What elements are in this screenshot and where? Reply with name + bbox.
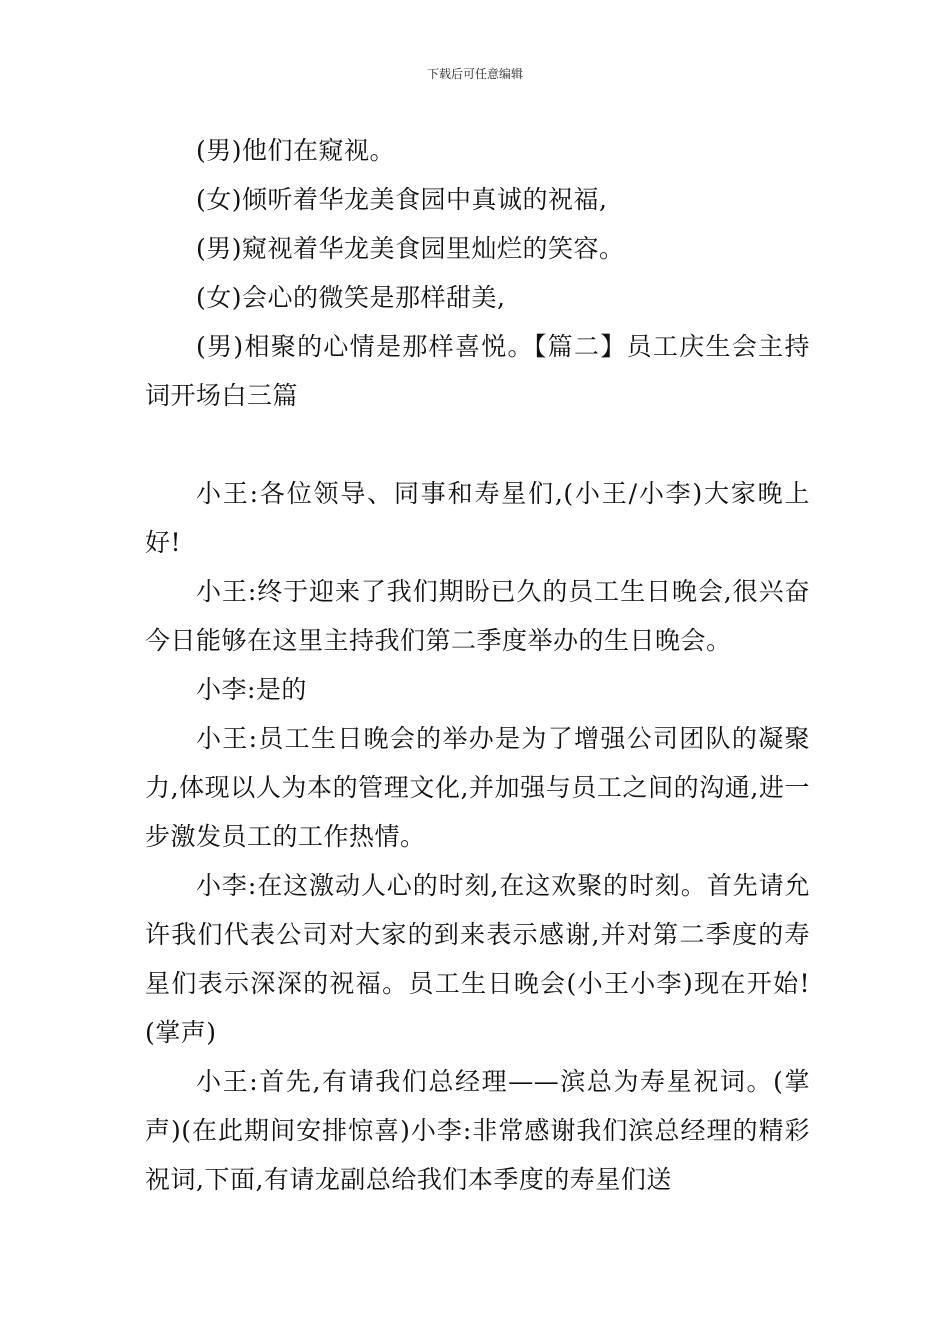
blank-line bbox=[145, 420, 810, 469]
page-header: 下载后可任意编辑 bbox=[426, 67, 523, 81]
paragraph-3: (男)窥视着华龙美食园里灿烂的笑容。 bbox=[196, 234, 625, 263]
paragraph-11: 小王:首先,有请我们总经理——滨总为寿星祝词。(掌声)(在此期间安排惊喜)小李:非常感谢我们滨总经理的精彩祝词,下面,有请龙副总给我们本季度的寿星们送 bbox=[145, 1067, 810, 1194]
paragraph-5: (男)相聚的心情是那样喜悦。【篇二】员工庆生会主持词开场白三篇 bbox=[145, 332, 810, 410]
paragraph-8: 小李:是的 bbox=[196, 675, 307, 704]
paragraph-9: 小王:员工生日晚会的举办是为了增强公司团队的凝聚力,体现以人为本的管理文化,并加强与员工之间的沟通,进一步激发员工的工作热情。 bbox=[145, 724, 810, 851]
paragraph-4: (女)会心的微笑是那样甜美, bbox=[196, 283, 506, 312]
paragraph-2: (女)倾听着华龙美食园中真诚的祝福, bbox=[196, 185, 608, 214]
paragraph-7: 小王:终于迎来了我们期盼已久的员工生日晚会,很兴奋今日能够在这里主持我们第二季度举办的生日晚会。 bbox=[145, 577, 810, 655]
paragraph-6: 小王:各位领导、同事和寿星们,(小王/小李)大家晚上好! bbox=[145, 479, 810, 557]
document-body bbox=[145, 126, 810, 1204]
paragraph-10: 小李:在这激动人心的时刻,在这欢聚的时刻。首先请允许我们代表公司对大家的到来表示感谢,并对第二季度的寿星们表示深深的祝福。员工生日晚会(小王小李)现在开始!(掌声) bbox=[145, 871, 810, 1047]
paragraph-1: (男)他们在窥视。 bbox=[196, 136, 396, 165]
